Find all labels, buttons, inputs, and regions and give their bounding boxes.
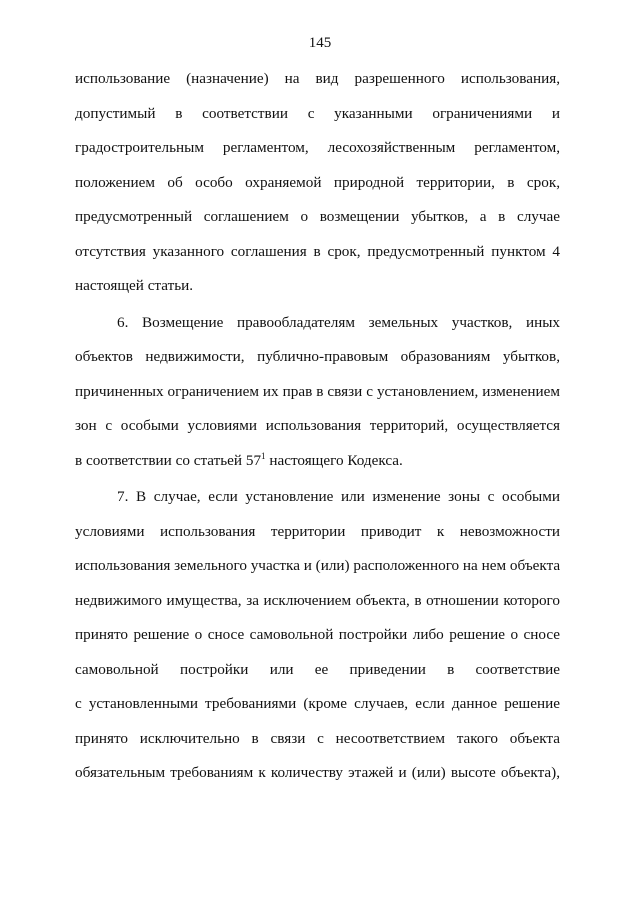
text-line: настоящей статьи. (75, 277, 194, 294)
text-fragment: в соответствии со статьей 57 (75, 451, 262, 469)
paragraph-7 (75, 480, 560, 791)
text-line: допустимый в соответствии с указанными ограничениями и (75, 104, 560, 122)
body-text (75, 62, 560, 791)
text-line: самовольной постройки или ее приведении в соответствие (75, 660, 560, 678)
text-line: причиненных ограничением их прав в связи с установлением, изменением (75, 382, 560, 400)
text-line: с установленными требованиями (кроме случаев, если данное решение (75, 695, 560, 712)
text-line: условиями использования территории приводит к невозможности (75, 522, 560, 540)
text-line: объектов недвижимости, публично-правовым образованиям убытков, (75, 348, 560, 365)
text-line: положением об особо охраняемой природной территории, в срок, (75, 173, 560, 191)
text-line: обязательным требованиям к количеству этажей и (или) высоте объекта), (75, 764, 560, 781)
text-line: 6. Возмещение правообладателям земельных участков, иных (117, 313, 560, 331)
text-line: отсутствия указанного соглашения в срок, предусмотренный пунктом 4 (75, 242, 560, 260)
page-number: 145 (308, 35, 332, 51)
text-line: зон с особыми условиями использования территорий, осуществляется (75, 417, 560, 434)
paragraph-6 (75, 306, 560, 479)
text-line: предусмотренный соглашением о возмещении убытков, а в случае (75, 208, 560, 225)
text-line: 7. В случае, если установление или изменение зоны с особыми (117, 488, 560, 505)
text-line: принято решение о сносе самовольной постройки либо решение о сносе (75, 626, 560, 643)
text-line: недвижимого имущества, за исключением объекта, в отношении которого (75, 591, 560, 609)
text-line: принято исключительно в связи с несоответствием такого объекта (75, 729, 560, 747)
paragraph-continuation (75, 62, 560, 304)
text-line (75, 444, 560, 479)
text-line: использования земельного участка и (или) расположенного на нем объекта (75, 557, 561, 574)
text-fragment: настоящего Кодекса. (265, 451, 403, 469)
text-line: градостроительным регламентом, лесохозяйственным регламентом, (75, 139, 560, 156)
superscript-article-index: 1 (261, 450, 266, 461)
text-line: использование (назначение) на вид разрешенного использования, (75, 70, 560, 87)
